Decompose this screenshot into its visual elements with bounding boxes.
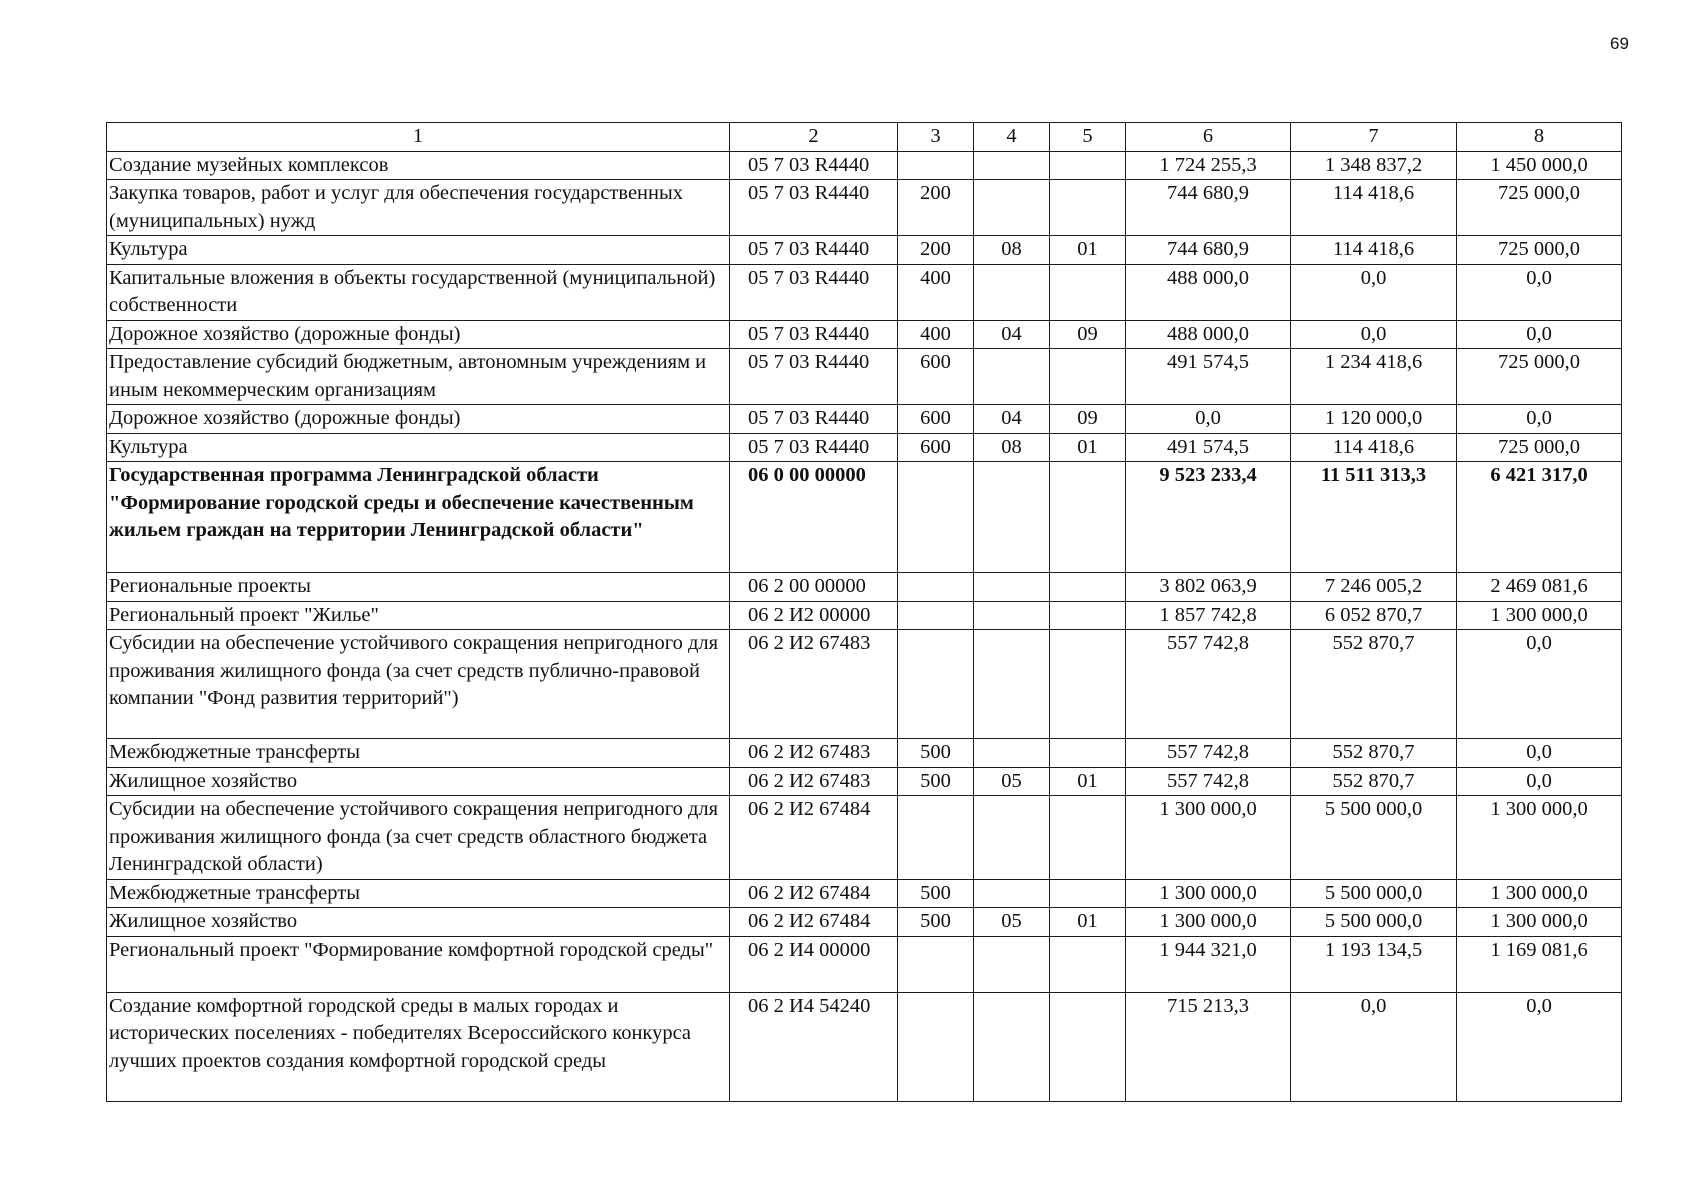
row-amount-col8-cell: 1 169 081,6 bbox=[1457, 936, 1622, 992]
row-amount-col8-cell: 725 000,0 bbox=[1457, 433, 1622, 462]
table-body bbox=[107, 123, 1622, 1102]
row-amount-col6-cell: 1 944 321,0 bbox=[1126, 936, 1291, 992]
row-section-cell bbox=[974, 992, 1050, 1101]
header-cell: 6 bbox=[1126, 123, 1291, 152]
row-name-cell: Региональный проект "Формирование комфортной городской среды" bbox=[107, 936, 730, 992]
row-amount-col8-cell: 6 421 317,0 bbox=[1457, 462, 1622, 573]
row-expense-type-cell: 500 bbox=[898, 767, 974, 796]
table-row bbox=[107, 573, 1622, 602]
row-amount-col7-cell: 7 246 005,2 bbox=[1291, 573, 1457, 602]
row-subsection-cell bbox=[1050, 264, 1126, 320]
row-subsection-cell: 09 bbox=[1050, 320, 1126, 349]
row-section-cell: 04 bbox=[974, 320, 1050, 349]
row-section-cell bbox=[974, 349, 1050, 405]
row-amount-col6-cell: 9 523 233,4 bbox=[1126, 462, 1291, 573]
table-row bbox=[107, 796, 1622, 880]
row-name-cell: Предоставление субсидий бюджетным, автономным учреждениям и иным некоммерческим организациям bbox=[107, 349, 730, 405]
row-amount-col7-cell: 1 120 000,0 bbox=[1291, 405, 1457, 434]
row-amount-col8-cell: 725 000,0 bbox=[1457, 349, 1622, 405]
row-section-cell bbox=[974, 879, 1050, 908]
row-amount-col6-cell: 1 724 255,3 bbox=[1126, 151, 1291, 180]
row-expense-type-cell: 500 bbox=[898, 879, 974, 908]
row-section-cell bbox=[974, 180, 1050, 236]
row-section-cell bbox=[974, 601, 1050, 630]
row-subsection-cell: 01 bbox=[1050, 433, 1126, 462]
row-name-cell: Региональные проекты bbox=[107, 573, 730, 602]
row-amount-col6-cell: 715 213,3 bbox=[1126, 992, 1291, 1101]
row-subsection-cell bbox=[1050, 151, 1126, 180]
row-amount-col8-cell: 0,0 bbox=[1457, 405, 1622, 434]
row-section-cell: 04 bbox=[974, 405, 1050, 434]
row-amount-col6-cell: 491 574,5 bbox=[1126, 349, 1291, 405]
row-amount-col8-cell: 1 300 000,0 bbox=[1457, 908, 1622, 937]
row-amount-col8-cell: 0,0 bbox=[1457, 767, 1622, 796]
row-amount-col6-cell: 491 574,5 bbox=[1126, 433, 1291, 462]
table-row bbox=[107, 767, 1622, 796]
row-code-cell: 06 2 И2 67484 bbox=[730, 908, 898, 937]
header-cell: 8 bbox=[1457, 123, 1622, 152]
row-code-cell: 06 2 И2 67483 bbox=[730, 739, 898, 768]
row-subsection-cell bbox=[1050, 992, 1126, 1101]
row-amount-col6-cell: 557 742,8 bbox=[1126, 739, 1291, 768]
row-name-cell: Субсидии на обеспечение устойчивого сокращения непригодного для проживания жилищного фонда (за счет средств публично-правовой компании "Фонд развития территорий") bbox=[107, 630, 730, 739]
row-expense-type-cell: 200 bbox=[898, 236, 974, 265]
row-amount-col7-cell: 114 418,6 bbox=[1291, 236, 1457, 265]
row-expense-type-cell: 400 bbox=[898, 264, 974, 320]
row-expense-type-cell bbox=[898, 151, 974, 180]
row-name-cell: Создание музейных комплексов bbox=[107, 151, 730, 180]
row-name-cell: Культура bbox=[107, 236, 730, 265]
table-row bbox=[107, 992, 1622, 1101]
row-amount-col6-cell: 488 000,0 bbox=[1126, 320, 1291, 349]
row-code-cell: 05 7 03 R4440 bbox=[730, 180, 898, 236]
row-subsection-cell: 01 bbox=[1050, 236, 1126, 265]
row-amount-col7-cell: 0,0 bbox=[1291, 320, 1457, 349]
table-row bbox=[107, 462, 1622, 573]
row-code-cell: 05 7 03 R4440 bbox=[730, 433, 898, 462]
row-amount-col7-cell: 552 870,7 bbox=[1291, 630, 1457, 739]
row-amount-col7-cell: 5 500 000,0 bbox=[1291, 879, 1457, 908]
row-expense-type-cell: 600 bbox=[898, 433, 974, 462]
row-amount-col7-cell: 0,0 bbox=[1291, 992, 1457, 1101]
row-name-cell: Государственная программа Ленинградской области "Формирование городской среды и обеспечение качественным жильем граждан на территории Ленинградской области" bbox=[107, 462, 730, 573]
row-code-cell: 06 2 И2 67484 bbox=[730, 879, 898, 908]
header-cell: 1 bbox=[107, 123, 730, 152]
table-row bbox=[107, 630, 1622, 739]
row-code-cell: 05 7 03 R4440 bbox=[730, 264, 898, 320]
row-code-cell: 06 2 И2 67483 bbox=[730, 630, 898, 739]
row-amount-col8-cell: 1 450 000,0 bbox=[1457, 151, 1622, 180]
row-amount-col7-cell: 1 234 418,6 bbox=[1291, 349, 1457, 405]
row-name-cell: Субсидии на обеспечение устойчивого сокращения непригодного для проживания жилищного фонда (за счет средств областного бюджета Ленинградской области) bbox=[107, 796, 730, 880]
row-section-cell: 05 bbox=[974, 767, 1050, 796]
table-row bbox=[107, 151, 1622, 180]
row-name-cell: Региональный проект "Жилье" bbox=[107, 601, 730, 630]
table-row bbox=[107, 433, 1622, 462]
row-subsection-cell: 01 bbox=[1050, 908, 1126, 937]
row-amount-col7-cell: 5 500 000,0 bbox=[1291, 908, 1457, 937]
row-amount-col7-cell: 6 052 870,7 bbox=[1291, 601, 1457, 630]
row-amount-col8-cell: 0,0 bbox=[1457, 630, 1622, 739]
row-name-cell: Дорожное хозяйство (дорожные фонды) bbox=[107, 405, 730, 434]
row-subsection-cell bbox=[1050, 349, 1126, 405]
row-amount-col7-cell: 1 193 134,5 bbox=[1291, 936, 1457, 992]
row-amount-col7-cell: 5 500 000,0 bbox=[1291, 796, 1457, 880]
table-row bbox=[107, 264, 1622, 320]
row-subsection-cell bbox=[1050, 739, 1126, 768]
table-row bbox=[107, 405, 1622, 434]
row-section-cell bbox=[974, 573, 1050, 602]
row-section-cell bbox=[974, 264, 1050, 320]
row-amount-col7-cell: 114 418,6 bbox=[1291, 180, 1457, 236]
row-code-cell: 06 2 И2 67484 bbox=[730, 796, 898, 880]
row-name-cell: Жилищное хозяйство bbox=[107, 767, 730, 796]
row-amount-col8-cell: 1 300 000,0 bbox=[1457, 796, 1622, 880]
row-name-cell: Дорожное хозяйство (дорожные фонды) bbox=[107, 320, 730, 349]
page-number: 69 bbox=[1610, 34, 1629, 53]
row-amount-col8-cell: 0,0 bbox=[1457, 264, 1622, 320]
row-expense-type-cell: 600 bbox=[898, 405, 974, 434]
header-cell: 5 bbox=[1050, 123, 1126, 152]
row-amount-col6-cell: 1 300 000,0 bbox=[1126, 908, 1291, 937]
row-amount-col8-cell: 0,0 bbox=[1457, 992, 1622, 1101]
row-code-cell: 06 2 И2 00000 bbox=[730, 601, 898, 630]
row-name-cell: Капитальные вложения в объекты государственной (муниципальной) собственности bbox=[107, 264, 730, 320]
row-subsection-cell bbox=[1050, 630, 1126, 739]
row-code-cell: 06 2 И2 67483 bbox=[730, 767, 898, 796]
row-amount-col7-cell: 1 348 837,2 bbox=[1291, 151, 1457, 180]
table-header-row bbox=[107, 123, 1622, 152]
budget-table bbox=[106, 122, 1622, 1102]
row-amount-col8-cell: 0,0 bbox=[1457, 739, 1622, 768]
row-amount-col7-cell: 552 870,7 bbox=[1291, 767, 1457, 796]
row-section-cell: 08 bbox=[974, 433, 1050, 462]
table-row bbox=[107, 320, 1622, 349]
row-code-cell: 06 2 И4 54240 bbox=[730, 992, 898, 1101]
table-row bbox=[107, 879, 1622, 908]
row-subsection-cell bbox=[1050, 796, 1126, 880]
row-amount-col6-cell: 1 300 000,0 bbox=[1126, 879, 1291, 908]
table-row bbox=[107, 908, 1622, 937]
row-expense-type-cell: 600 bbox=[898, 349, 974, 405]
row-amount-col6-cell: 557 742,8 bbox=[1126, 630, 1291, 739]
row-expense-type-cell bbox=[898, 630, 974, 739]
row-amount-col8-cell: 2 469 081,6 bbox=[1457, 573, 1622, 602]
row-amount-col8-cell: 725 000,0 bbox=[1457, 180, 1622, 236]
row-amount-col6-cell: 1 857 742,8 bbox=[1126, 601, 1291, 630]
row-subsection-cell bbox=[1050, 879, 1126, 908]
row-subsection-cell bbox=[1050, 180, 1126, 236]
row-name-cell: Жилищное хозяйство bbox=[107, 908, 730, 937]
row-amount-col8-cell: 1 300 000,0 bbox=[1457, 879, 1622, 908]
row-expense-type-cell bbox=[898, 573, 974, 602]
row-name-cell: Закупка товаров, работ и услуг для обеспечения государственных (муниципальных) нужд bbox=[107, 180, 730, 236]
row-code-cell: 05 7 03 R4440 bbox=[730, 236, 898, 265]
row-subsection-cell bbox=[1050, 936, 1126, 992]
row-amount-col7-cell: 114 418,6 bbox=[1291, 433, 1457, 462]
row-amount-col6-cell: 557 742,8 bbox=[1126, 767, 1291, 796]
row-amount-col7-cell: 11 511 313,3 bbox=[1291, 462, 1457, 573]
row-expense-type-cell: 200 bbox=[898, 180, 974, 236]
header-cell: 4 bbox=[974, 123, 1050, 152]
row-name-cell: Межбюджетные трансферты bbox=[107, 739, 730, 768]
table-row bbox=[107, 180, 1622, 236]
row-code-cell: 06 2 00 00000 bbox=[730, 573, 898, 602]
table-row bbox=[107, 601, 1622, 630]
row-amount-col6-cell: 1 300 000,0 bbox=[1126, 796, 1291, 880]
table-row bbox=[107, 236, 1622, 265]
row-amount-col8-cell: 1 300 000,0 bbox=[1457, 601, 1622, 630]
row-section-cell bbox=[974, 739, 1050, 768]
header-cell: 7 bbox=[1291, 123, 1457, 152]
row-expense-type-cell bbox=[898, 462, 974, 573]
row-name-cell: Создание комфортной городской среды в малых городах и исторических поселениях - победителях Всероссийского конкурса лучших проектов создания комфортной городской среды bbox=[107, 992, 730, 1101]
table-row bbox=[107, 739, 1622, 768]
row-section-cell bbox=[974, 630, 1050, 739]
header-cell: 3 bbox=[898, 123, 974, 152]
row-subsection-cell bbox=[1050, 573, 1126, 602]
row-expense-type-cell: 500 bbox=[898, 739, 974, 768]
row-expense-type-cell bbox=[898, 796, 974, 880]
row-section-cell: 08 bbox=[974, 236, 1050, 265]
row-expense-type-cell: 500 bbox=[898, 908, 974, 937]
row-section-cell bbox=[974, 796, 1050, 880]
row-code-cell: 05 7 03 R4440 bbox=[730, 151, 898, 180]
row-expense-type-cell bbox=[898, 601, 974, 630]
row-code-cell: 06 2 И4 00000 bbox=[730, 936, 898, 992]
row-expense-type-cell bbox=[898, 992, 974, 1101]
table-row bbox=[107, 349, 1622, 405]
row-amount-col7-cell: 552 870,7 bbox=[1291, 739, 1457, 768]
row-section-cell: 05 bbox=[974, 908, 1050, 937]
row-amount-col6-cell: 0,0 bbox=[1126, 405, 1291, 434]
row-section-cell bbox=[974, 462, 1050, 573]
row-expense-type-cell bbox=[898, 936, 974, 992]
row-code-cell: 05 7 03 R4440 bbox=[730, 349, 898, 405]
row-amount-col8-cell: 725 000,0 bbox=[1457, 236, 1622, 265]
row-subsection-cell: 01 bbox=[1050, 767, 1126, 796]
row-amount-col6-cell: 488 000,0 bbox=[1126, 264, 1291, 320]
row-subsection-cell: 09 bbox=[1050, 405, 1126, 434]
header-cell: 2 bbox=[730, 123, 898, 152]
row-amount-col6-cell: 744 680,9 bbox=[1126, 180, 1291, 236]
row-section-cell bbox=[974, 936, 1050, 992]
row-subsection-cell bbox=[1050, 462, 1126, 573]
table-row bbox=[107, 936, 1622, 992]
row-code-cell: 05 7 03 R4440 bbox=[730, 320, 898, 349]
row-code-cell: 06 0 00 00000 bbox=[730, 462, 898, 573]
row-subsection-cell bbox=[1050, 601, 1126, 630]
row-amount-col8-cell: 0,0 bbox=[1457, 320, 1622, 349]
row-name-cell: Культура bbox=[107, 433, 730, 462]
row-amount-col6-cell: 3 802 063,9 bbox=[1126, 573, 1291, 602]
row-expense-type-cell: 400 bbox=[898, 320, 974, 349]
row-section-cell bbox=[974, 151, 1050, 180]
row-name-cell: Межбюджетные трансферты bbox=[107, 879, 730, 908]
row-amount-col7-cell: 0,0 bbox=[1291, 264, 1457, 320]
row-code-cell: 05 7 03 R4440 bbox=[730, 405, 898, 434]
row-amount-col6-cell: 744 680,9 bbox=[1126, 236, 1291, 265]
